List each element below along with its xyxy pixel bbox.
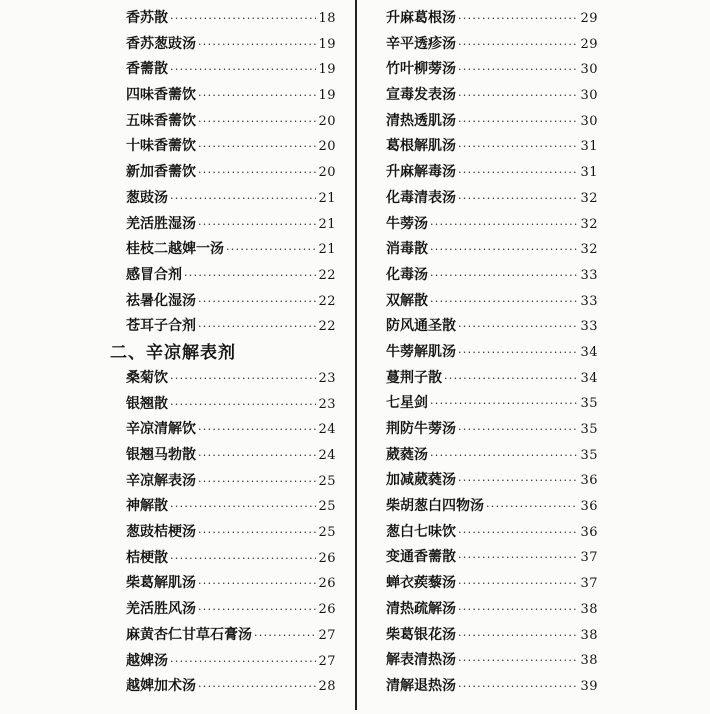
page-number: 30 [580, 88, 598, 104]
page-number: 33 [580, 267, 598, 283]
toc-entry [126, 212, 336, 238]
dot-leader [430, 391, 578, 417]
page-number: 33 [580, 293, 598, 309]
dot-leader [198, 417, 316, 443]
page-number: 25 [318, 525, 336, 541]
dot-leader [198, 83, 316, 109]
entry-name: 葱豉汤 [126, 189, 168, 206]
page-number: 21 [318, 190, 336, 206]
page-number: 25 [318, 473, 336, 489]
toc-right-column [386, 6, 598, 714]
entry-name: 苍耳子合剂 [126, 318, 196, 335]
dot-leader [458, 520, 578, 546]
toc-entry [386, 443, 598, 469]
toc-entry [386, 340, 598, 366]
dot-leader [170, 57, 316, 83]
entry-name: 神解散 [126, 498, 168, 515]
dot-leader [170, 649, 316, 675]
toc-entry [126, 186, 336, 212]
dot-leader [458, 417, 578, 443]
page-number: 34 [580, 344, 598, 360]
toc-entry [126, 546, 336, 572]
entry-name: 越婢汤 [126, 652, 168, 669]
dot-leader [458, 648, 578, 674]
entry-name: 宣毒发表汤 [386, 87, 456, 104]
toc-entry [386, 289, 598, 315]
dot-leader [458, 545, 578, 571]
page-number: 27 [318, 653, 336, 669]
page-number: 20 [318, 139, 336, 155]
page-number: 23 [318, 396, 336, 412]
entry-name: 葱豉桔梗汤 [126, 524, 196, 541]
entry-name: 香苏散 [126, 10, 168, 26]
dot-leader [430, 289, 578, 315]
entry-name: 清解退热汤 [386, 677, 456, 694]
toc-entry [386, 314, 598, 340]
toc-entry [386, 57, 598, 83]
page-number: 38 [580, 627, 598, 643]
dot-leader [170, 546, 316, 572]
toc-entry [386, 674, 598, 700]
page-number: 32 [580, 216, 598, 232]
toc-entries-group [126, 366, 336, 700]
dot-leader [198, 597, 316, 623]
cutoff-row-left [126, 700, 336, 714]
dot-leader [170, 392, 316, 418]
page-number: 22 [318, 293, 336, 309]
dot-leader [198, 674, 316, 700]
entry-name: 香苏葱豉汤 [126, 35, 196, 52]
page-number: 37 [580, 576, 598, 592]
entry-name: 祛暑化湿汤 [126, 292, 196, 309]
toc-entry [126, 6, 336, 32]
entry-name: 七星剑 [386, 395, 428, 412]
dot-leader [458, 314, 578, 340]
entry-name: 香薷散 [126, 61, 168, 78]
dot-leader [226, 237, 316, 263]
dot-leader [458, 109, 578, 135]
page-number: 30 [580, 62, 598, 78]
page-number: 19 [318, 62, 336, 78]
page-number: 26 [318, 550, 336, 566]
dot-leader [198, 469, 316, 495]
dot-leader [170, 186, 316, 212]
entry-name: 麻黄杏仁甘草石膏汤 [126, 626, 252, 643]
toc-entry [126, 263, 336, 289]
entry-name: 变通香薷散 [386, 549, 456, 566]
page-number: 26 [318, 576, 336, 592]
dot-leader [430, 237, 578, 263]
toc-entry [126, 571, 336, 597]
toc-entry [126, 623, 336, 649]
page-number: 21 [318, 242, 336, 258]
page-number: 38 [580, 601, 598, 617]
page-number: 23 [318, 370, 336, 386]
dot-leader [458, 597, 578, 623]
entry-name: 升麻解毒汤 [386, 164, 456, 181]
page-number: 32 [580, 190, 598, 206]
entry-name: 蝉衣蒺藜汤 [386, 575, 456, 592]
entry-name: 银翘散 [126, 395, 168, 412]
page-number: 28 [318, 679, 336, 695]
entry-name: 柴葛银花汤 [386, 626, 456, 643]
toc-entry [126, 469, 336, 495]
toc-entry [126, 392, 336, 418]
toc-entry [386, 160, 598, 186]
entry-name: 羌活胜风汤 [126, 601, 196, 618]
toc-entry [126, 314, 336, 340]
toc-entry [386, 417, 598, 443]
toc-entry [126, 417, 336, 443]
entry-name: 葛根解肌汤 [386, 138, 456, 155]
toc-entry [386, 263, 598, 289]
dot-leader [198, 314, 316, 340]
page-number: 20 [318, 165, 336, 181]
entry-name: 柴胡葱白四物汤 [386, 498, 484, 515]
dot-leader [198, 134, 316, 160]
page-number: 19 [318, 88, 336, 104]
page-number: 36 [580, 473, 598, 489]
toc-entry [386, 391, 598, 417]
dot-leader [444, 366, 578, 392]
column-divider [355, 0, 357, 710]
dot-leader [458, 83, 578, 109]
page-number: 18 [318, 11, 336, 26]
page-number: 36 [580, 524, 598, 540]
entry-name: 化毒清表汤 [386, 189, 456, 206]
page-number: 26 [318, 602, 336, 618]
entry-name: 银翘马勃散 [126, 447, 196, 463]
entry-name: 葱白七味饮 [386, 523, 456, 540]
toc-entry [126, 289, 336, 315]
toc-entry [386, 6, 598, 32]
dot-leader [430, 443, 578, 469]
toc-entry [126, 237, 336, 263]
page-number: 37 [580, 550, 598, 566]
page-number: 20 [318, 113, 336, 129]
entry-name: 辛凉解表汤 [126, 472, 196, 489]
dot-leader [458, 57, 578, 83]
page-number: 32 [580, 242, 598, 258]
dot-leader [458, 160, 578, 186]
dot-leader [458, 571, 578, 597]
entry-name: 桑菊饮 [126, 369, 168, 386]
toc-entry [386, 494, 598, 520]
toc-entry [386, 571, 598, 597]
toc-entry [386, 134, 598, 160]
page-number: 22 [318, 319, 336, 335]
dot-leader [458, 340, 578, 366]
dot-leader [458, 134, 578, 160]
entry-name: 清热疏解汤 [386, 600, 456, 617]
entry-name: 桔梗散 [126, 549, 168, 566]
toc-entry [386, 186, 598, 212]
dot-leader [430, 263, 578, 289]
toc-entry [386, 597, 598, 623]
page-number: 29 [580, 11, 598, 26]
page-number: 35 [580, 447, 598, 463]
toc-entry [126, 597, 336, 623]
toc-entry [386, 32, 598, 58]
page-number: 31 [580, 165, 598, 181]
dot-leader [198, 160, 316, 186]
dot-leader [458, 468, 578, 494]
page-number: 30 [580, 113, 598, 129]
section-heading: 二、辛凉解表剂 [110, 342, 236, 363]
toc-entry [126, 674, 336, 700]
toc-entry [126, 366, 336, 392]
page-number: 38 [580, 653, 598, 669]
toc-entry [126, 57, 336, 83]
entry-name: 羌活胜湿汤 [126, 215, 196, 232]
entry-name: 桂枝二越婢一汤 [126, 241, 224, 258]
toc-entry [126, 109, 336, 135]
toc-entry [386, 109, 598, 135]
toc-entry [386, 520, 598, 546]
toc-entries-group [126, 6, 336, 340]
entry-name: 越婢加术汤 [126, 678, 196, 695]
dot-leader [198, 109, 316, 135]
dot-leader [184, 263, 316, 289]
entry-name: 五味香薷饮 [126, 112, 196, 129]
entry-name: 四味香薷饮 [126, 87, 196, 104]
entry-name: 加减葳蕤汤 [386, 472, 456, 489]
page-number: 24 [318, 448, 336, 463]
page-number: 19 [318, 36, 336, 52]
toc-entry [386, 545, 598, 571]
page-number: 36 [580, 499, 598, 515]
page-number: 27 [318, 627, 336, 643]
toc-entries-group [386, 6, 598, 700]
page-number: 24 [318, 422, 336, 438]
toc-entry [126, 32, 336, 58]
page-number: 34 [580, 370, 598, 386]
toc-entry [126, 83, 336, 109]
toc-entry [126, 160, 336, 186]
page-number: 33 [580, 319, 598, 335]
entry-name: 双解散 [386, 292, 428, 309]
page-number: 21 [318, 216, 336, 232]
entry-name: 辛平透疹汤 [386, 35, 456, 52]
page-number: 35 [580, 422, 598, 437]
dot-leader [254, 623, 316, 649]
entry-name: 防风通圣散 [386, 318, 456, 335]
entry-name: 葳蕤汤 [386, 446, 428, 463]
toc-entry [126, 520, 336, 546]
toc-entry [386, 366, 598, 392]
toc-left-column [110, 6, 336, 714]
entry-name: 竹叶柳蒡汤 [386, 61, 456, 78]
dot-leader [198, 32, 316, 58]
entry-name: 柴葛解肌汤 [126, 575, 196, 592]
page-number: 29 [580, 36, 598, 52]
page-number: 31 [580, 139, 598, 155]
page-number: 39 [580, 678, 598, 694]
entry-name: 十味香薷饮 [126, 138, 196, 155]
entry-name: 牛蒡解肌汤 [386, 343, 456, 360]
dot-leader [458, 32, 578, 58]
entry-name: 解表清热汤 [386, 652, 456, 669]
page-number: 35 [580, 396, 598, 412]
entry-name: 化毒汤 [386, 266, 428, 283]
dot-leader [198, 443, 316, 469]
dot-leader [458, 186, 578, 212]
page-number: 22 [318, 267, 336, 283]
dot-leader [458, 6, 578, 32]
toc-entry [386, 237, 598, 263]
entry-name: 新加香薷饮 [126, 164, 196, 181]
toc-entry [386, 212, 598, 238]
toc-entry [386, 83, 598, 109]
toc-entry [126, 443, 336, 469]
entry-name: 消毒散 [386, 241, 428, 258]
entry-name: 荆防牛蒡汤 [386, 421, 456, 437]
dot-leader [170, 6, 316, 32]
dot-leader [198, 571, 316, 597]
dot-leader [458, 623, 578, 649]
dot-leader [430, 212, 578, 238]
entry-name: 牛蒡汤 [386, 215, 428, 232]
page-number: 25 [318, 499, 336, 515]
entry-name: 清热透肌汤 [386, 112, 456, 129]
dot-leader [198, 520, 316, 546]
cutoff-row-right [386, 700, 598, 714]
dot-leader [170, 366, 316, 392]
entry-name: 辛凉清解饮 [126, 421, 196, 438]
dot-leader [198, 289, 316, 315]
entry-name: 感冒合剂 [126, 266, 182, 283]
toc-entry [386, 623, 598, 649]
toc-entry [126, 494, 336, 520]
toc-entry [386, 648, 598, 674]
dot-leader [486, 494, 578, 520]
entry-name: 升麻葛根汤 [386, 10, 456, 26]
dot-leader [458, 674, 578, 700]
entry-name: 蔓荆子散 [386, 369, 442, 386]
dot-leader [170, 494, 316, 520]
toc-entry [126, 649, 336, 675]
toc-entry [386, 468, 598, 494]
dot-leader [198, 212, 316, 238]
toc-entry [126, 134, 336, 160]
